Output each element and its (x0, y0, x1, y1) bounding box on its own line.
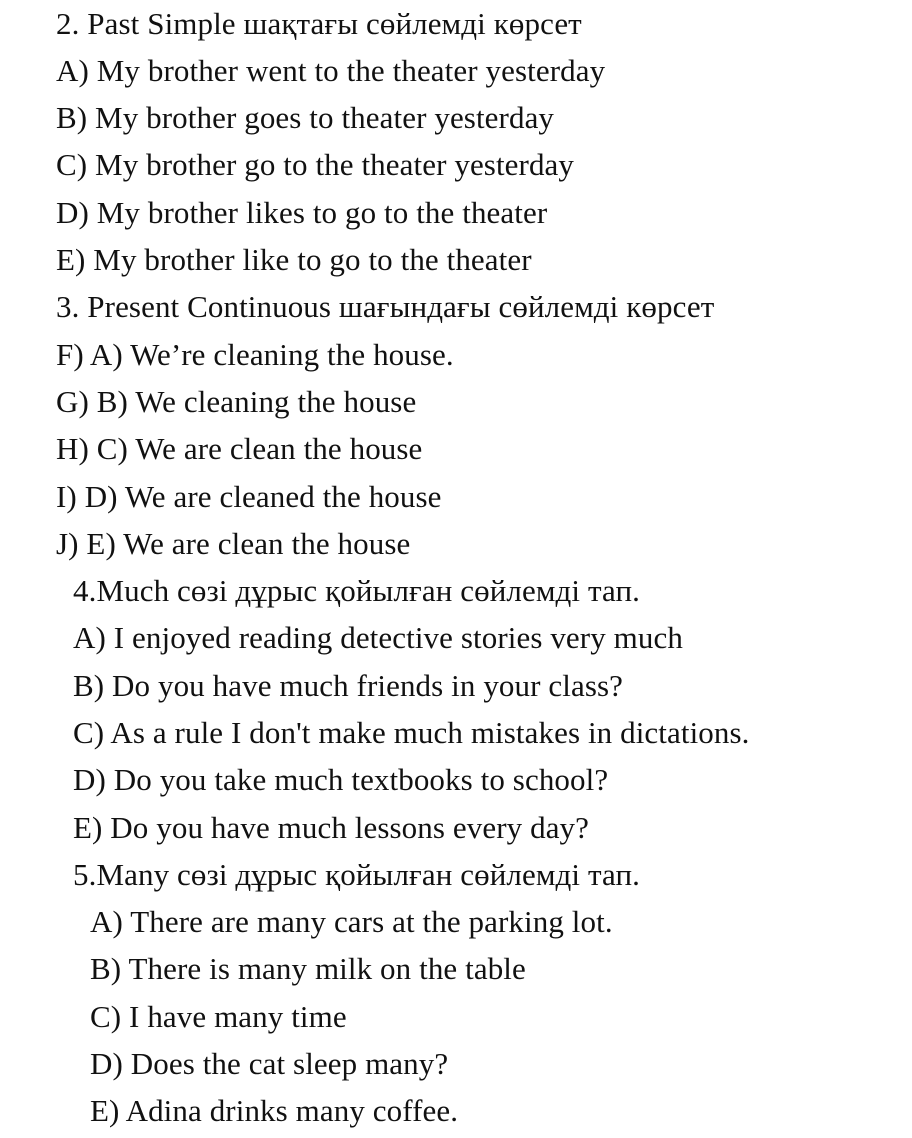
question-3-option-i: I) D) We are cleaned the house (56, 479, 442, 514)
question-4-title: 4.Much сөзі дұрыс қойылған сөйлемді тап. (73, 573, 641, 608)
question-5-option-a: A) There are many cars at the parking lot. (90, 904, 613, 939)
question-5-option-e: E) Adina drinks many coffee. (90, 1093, 459, 1128)
question-5-option-b: B) There is many milk on the table (90, 951, 526, 986)
question-4-option-a: A) I enjoyed reading detective stories very much (73, 620, 683, 655)
question-4-option-e: E) Do you have much lessons every day? (73, 810, 590, 845)
question-5-option-d: D) Does the cat sleep many? (90, 1046, 449, 1081)
question-4-option-b: B) Do you have much friends in your class? (73, 668, 624, 703)
question-4-option-c: C) As a rule I don't make much mistakes in dictations. (73, 715, 750, 750)
question-5-title: 5.Many сөзі дұрыс қойылған сөйлемді тап. (73, 857, 641, 892)
question-2-title: 2. Past Simple шақтағы сөйлемді көрсет (56, 6, 582, 41)
question-4-option-d: D) Do you take much textbooks to school? (73, 762, 609, 797)
question-2-option-d: D) My brother likes to go to the theater (56, 195, 548, 230)
question-3-option-j: J) E) We are clean the house (56, 526, 411, 561)
question-2-option-c: C) My brother go to the theater yesterday (56, 147, 575, 182)
question-3-option-f: F) A) We’re cleaning the house. (56, 337, 454, 372)
question-2-option-e: E) My brother like to go to the theater (56, 242, 532, 277)
question-2-option-a: A) My brother went to the theater yesterday (56, 53, 606, 88)
question-3-option-h: H) C) We are clean the house (56, 431, 423, 466)
question-3-title: 3. Present Continuous шағындағы сөйлемді көрсет (56, 289, 715, 324)
question-3-option-g: G) B) We cleaning the house (56, 384, 417, 419)
question-2-option-b: B) My brother goes to theater yesterday (56, 100, 555, 135)
question-5-option-c: C) I have many time (90, 999, 347, 1034)
